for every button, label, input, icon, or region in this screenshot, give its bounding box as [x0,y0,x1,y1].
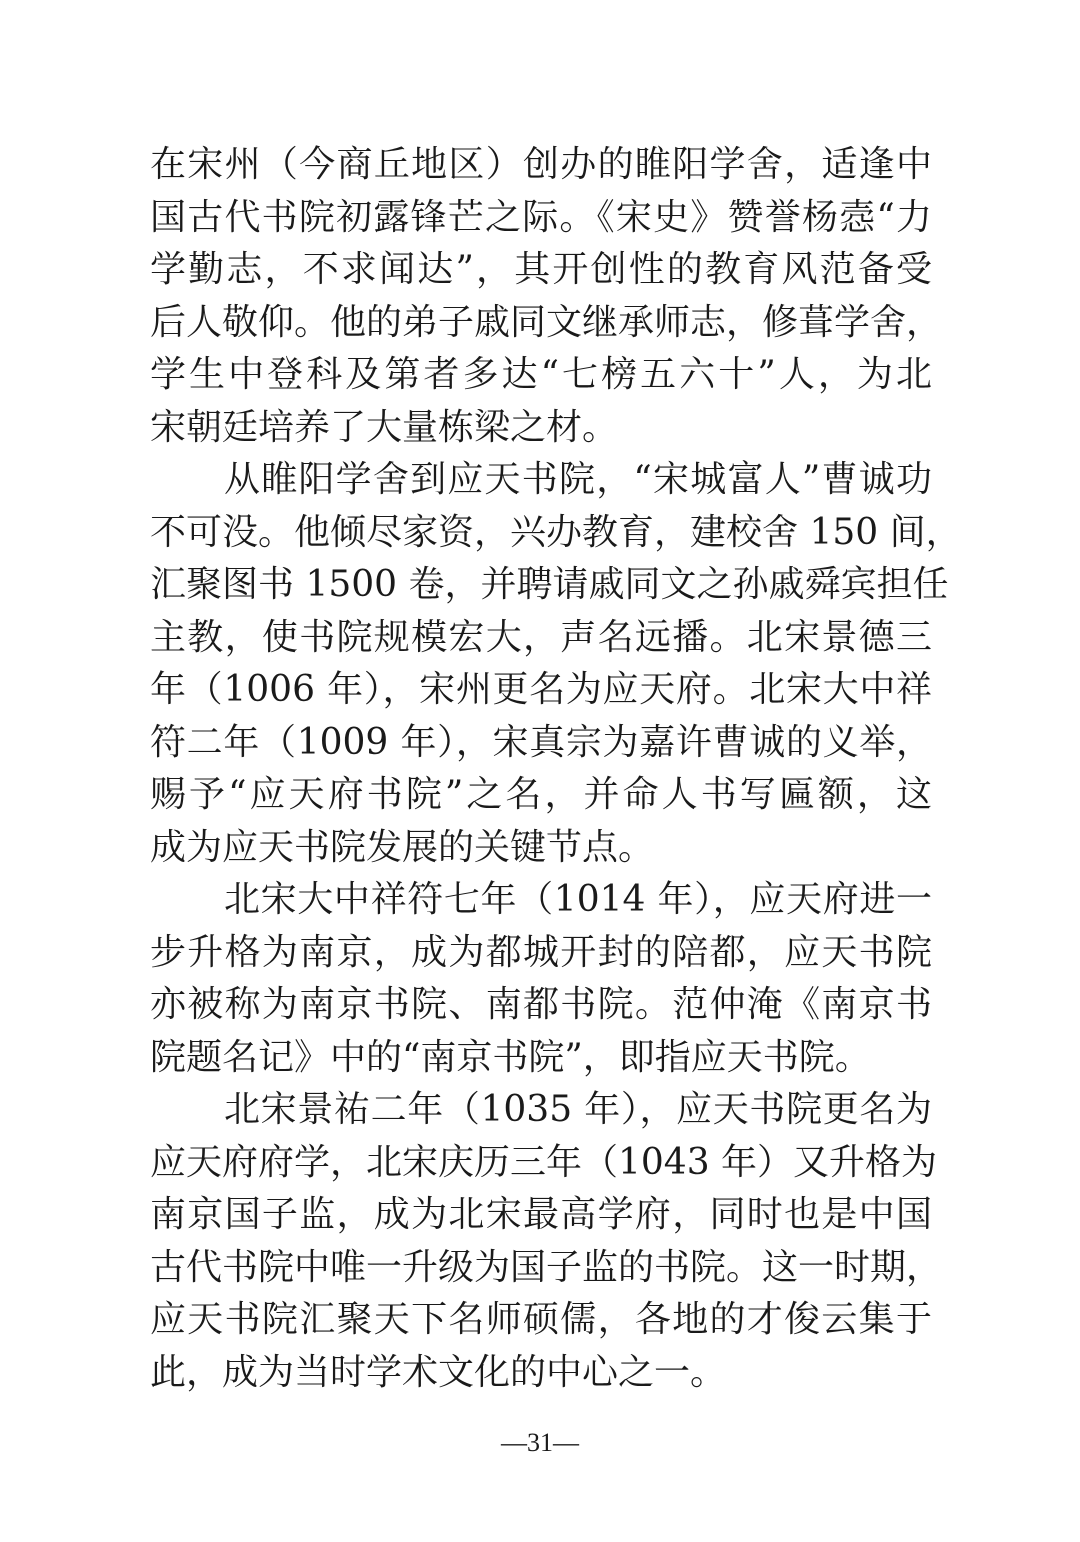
text-line: 北宋大中祥符七年（1014 年），应天府进一 [224,879,932,920]
text-line: 北宋景祐二年（1035 年），应天书院更名为 [224,1089,932,1130]
text-line: 学生中登科及第者多达“七榜五六十”人，为北 [150,354,932,395]
text-line: 主教，使书院规模宏大，声名远播。北宋景德三 [150,616,932,658]
text-line: 后人敬仰。他的弟子戚同文继承师志，修葺学舍， [150,301,943,343]
document-body [150,139,962,1399]
text-line: 年（1006 年），宋州更名为应天府。北宋大中祥 [150,669,932,710]
text-line: 应天书院汇聚天下名师硕儒，各地的才俊云集于 [150,1299,932,1340]
text-line: 赐予“应天府书院”之名，并命人书写匾额，这 [150,774,932,815]
paragraph [150,1084,943,1399]
text-line: 在宋州（今商丘地区）创办的睢阳学舍，适逢中 [150,144,932,185]
text-line: 南京国子监，成为北宋最高学府，同时也是中国 [150,1194,932,1235]
text-line: 院题名记》中的“南京书院”，即指应天书院。 [150,1036,871,1078]
text-line: 汇聚图书 1500 卷，并聘请戚同文之孙戚舜宾担任 [150,564,949,605]
text-line: 此，成为当时学术文化的中心之一。 [150,1351,727,1393]
text-line: 步升格为南京，成为都城开封的陪都，应天书院 [150,931,932,973]
text-line: 符二年（1009 年），宋真宗为嘉许曹诚的义举， [150,721,932,763]
text-line: 学勤志，不求闻达”，其开创性的教育风范备受 [150,249,932,290]
text-line: 不可没。他倾尽家资，兴办教育，建校舍 150 间， [150,511,962,553]
paragraph [150,139,943,454]
text-line: 宋朝廷培养了大量栋梁之材。 [150,406,619,448]
text-line: 古代书院中唯一升级为国子监的书院。这一时期， [150,1246,943,1288]
text-line: 应天府府学，北宋庆历三年（1043 年）又升格为 [150,1141,938,1183]
text-line: 亦被称为南京书院、南都书院。范仲淹《南京书 [150,984,932,1025]
text-line: 从睢阳学舍到应天书院，“宋城富人”曹诚功 [224,459,932,500]
paragraph [150,874,932,1084]
text-line: 国古代书院初露锋芒之际。《宋史》赞誉杨悫“力 [150,196,932,238]
paragraph [150,454,962,874]
page-number: —31— [501,1428,579,1457]
text-line: 成为应天书院发展的关键节点。 [150,826,655,868]
